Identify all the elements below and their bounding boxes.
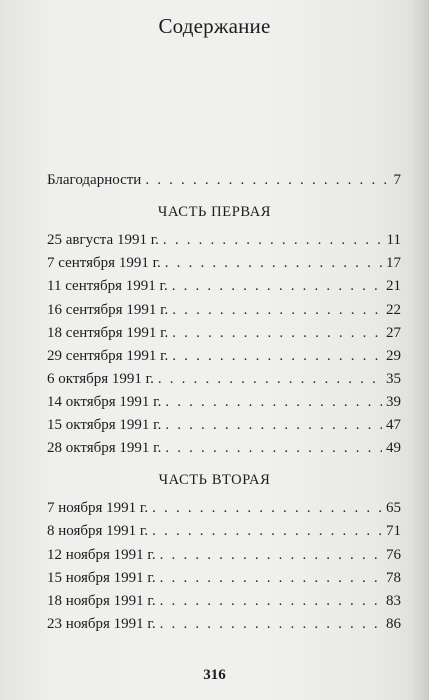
dot-leader	[165, 252, 382, 274]
toc-entry-page: 11	[386, 232, 401, 248]
part-heading: ЧАСТЬ ВТОРАЯ	[158, 472, 271, 488]
dot-leader	[160, 613, 382, 635]
dot-leader	[152, 520, 382, 542]
toc-entry-page: 7	[393, 172, 401, 188]
toc-entry-label: 7 сентября 1991 г.	[47, 255, 161, 271]
toc-entry-label: 15 ноября 1991 г.	[47, 570, 156, 586]
toc-entry	[47, 275, 401, 297]
toc-entry-label: 16 сентября 1991 г.	[47, 302, 169, 318]
toc-entry	[47, 252, 401, 274]
toc-entry-label: 12 ноября 1991 г.	[47, 547, 156, 563]
toc-entry-label: 23 ноября 1991 г.	[47, 616, 156, 632]
page-number: 316	[203, 667, 226, 683]
toc-entry-page: 22	[386, 302, 401, 318]
toc-entry-label: 25 августа 1991 г.	[47, 232, 159, 248]
toc-entry-page: 39	[386, 394, 401, 410]
toc-entry-label: 14 октября 1991 г.	[47, 394, 162, 410]
toc-entry-page: 76	[386, 547, 401, 563]
toc-entry-label: 8 ноября 1991 г.	[47, 523, 149, 539]
toc-entry-label: 11 сентября 1991 г.	[47, 278, 168, 294]
toc-entry-label: 15 октября 1991 г.	[47, 417, 162, 433]
toc-entry	[47, 567, 401, 589]
toc-entry-page: 86	[386, 616, 401, 632]
toc-entry	[47, 391, 401, 413]
dot-leader	[172, 299, 382, 321]
toc-entry	[47, 414, 401, 436]
toc-entry-page: 71	[386, 523, 401, 539]
dot-leader	[160, 590, 382, 612]
toc-entry-page: 27	[386, 325, 401, 341]
toc-entry-page: 29	[386, 348, 401, 364]
toc-entry	[47, 520, 401, 542]
toc-entry	[47, 437, 401, 459]
toc-entry-page: 78	[386, 570, 401, 586]
dot-leader	[172, 345, 382, 367]
toc-entry-label: 7 ноября 1991 г.	[47, 500, 149, 516]
toc-entry-page: 35	[386, 371, 401, 387]
toc-entry	[47, 613, 401, 635]
toc-entry	[47, 544, 401, 566]
dot-leader	[165, 391, 382, 413]
dot-leader	[172, 275, 382, 297]
toc-entry	[47, 299, 401, 321]
dot-leader	[172, 322, 382, 344]
toc-entry-page: 49	[386, 440, 401, 456]
toc-entry-label: 18 сентября 1991 г.	[47, 325, 169, 341]
toc-entry-label: 6 октября 1991 г.	[47, 371, 154, 387]
toc-entry	[47, 322, 401, 344]
toc-entry-page: 47	[386, 417, 401, 433]
dot-leader	[163, 229, 383, 251]
toc-entry-page: 83	[386, 593, 401, 609]
toc-entry-page: 65	[386, 500, 401, 516]
dot-leader	[158, 368, 382, 390]
dot-leader	[165, 437, 382, 459]
part-heading: ЧАСТЬ ПЕРВАЯ	[157, 204, 272, 220]
toc-entry-label: Благодарности	[47, 172, 142, 188]
dot-leader	[165, 414, 382, 436]
toc-entry	[47, 229, 401, 251]
dot-leader	[152, 497, 382, 519]
toc-entry-acknowledgements	[47, 169, 401, 191]
page-gutter-shadow	[411, 0, 429, 700]
toc-entry	[47, 590, 401, 612]
page-title: Содержание	[158, 14, 271, 38]
toc-entry-label: 18 ноября 1991 г.	[47, 593, 156, 609]
toc-entry	[47, 368, 401, 390]
toc-entry-page: 21	[386, 278, 401, 294]
dot-leader	[145, 169, 389, 191]
dot-leader	[160, 567, 382, 589]
dot-leader	[160, 544, 382, 566]
toc-entry	[47, 345, 401, 367]
toc-entry-label: 29 сентября 1991 г.	[47, 348, 169, 364]
toc-entry	[47, 497, 401, 519]
toc-entry-label: 28 октября 1991 г.	[47, 440, 162, 456]
toc-entry-page: 17	[386, 255, 401, 271]
